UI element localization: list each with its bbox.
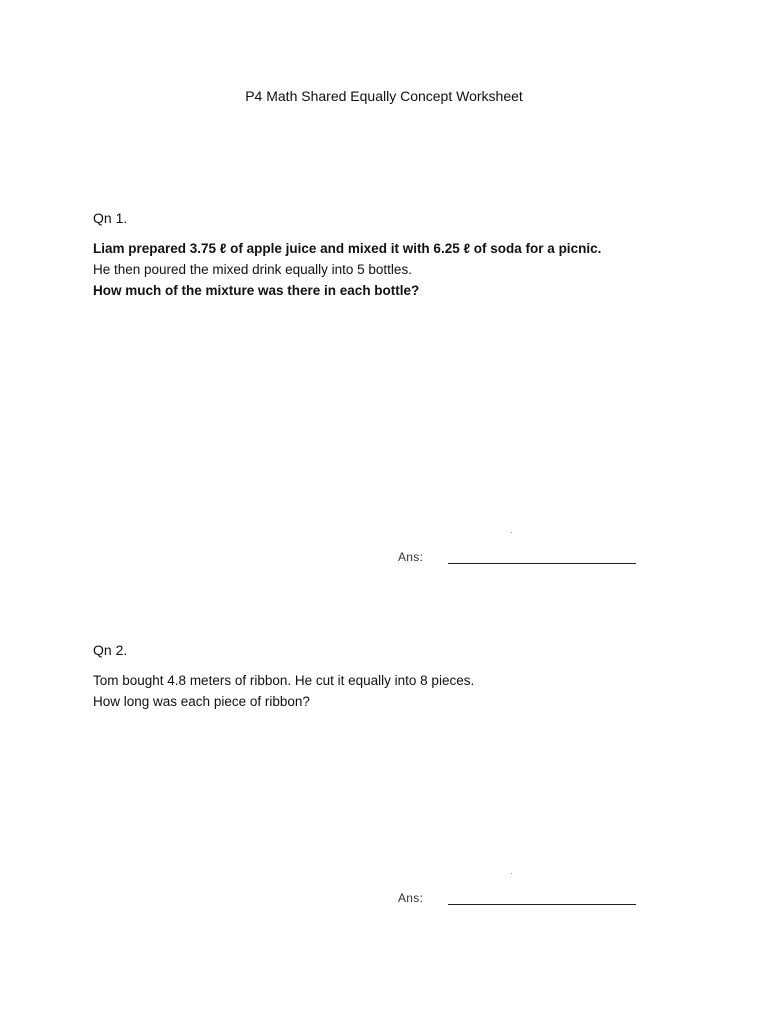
question-1-line-2: He then poured the mixed drink equally into 5 bottles. (93, 262, 412, 277)
question-1-text (93, 238, 693, 301)
question-2-answer-label: Ans: (398, 891, 424, 905)
question-1-answer-label: Ans: (398, 550, 424, 564)
question-1-line-3: How much of the mixture was there in each bottle? (93, 283, 420, 298)
question-2-line-2: How long was each piece of ribbon? (93, 694, 310, 709)
question-2-text (93, 670, 693, 712)
question-2-answer-line[interactable] (448, 904, 636, 905)
page-title: P4 Math Shared Equally Concept Worksheet (245, 88, 523, 104)
question-2-label: Qn 2. (93, 642, 128, 658)
question-1-answer-line[interactable] (448, 563, 636, 564)
scan-speck (511, 873, 512, 874)
question-2-answer-row (398, 891, 638, 911)
question-2-line-1: Tom bought 4.8 meters of ribbon. He cut it equally into 8 pieces. (93, 673, 475, 688)
question-1-line-1: Liam prepared 3.75 ℓ of apple juice and mixed it with 6.25 ℓ of soda for a picnic. (93, 241, 602, 256)
scan-speck (511, 532, 512, 533)
question-1-label: Qn 1. (93, 210, 128, 226)
question-1-answer-row (398, 550, 638, 570)
